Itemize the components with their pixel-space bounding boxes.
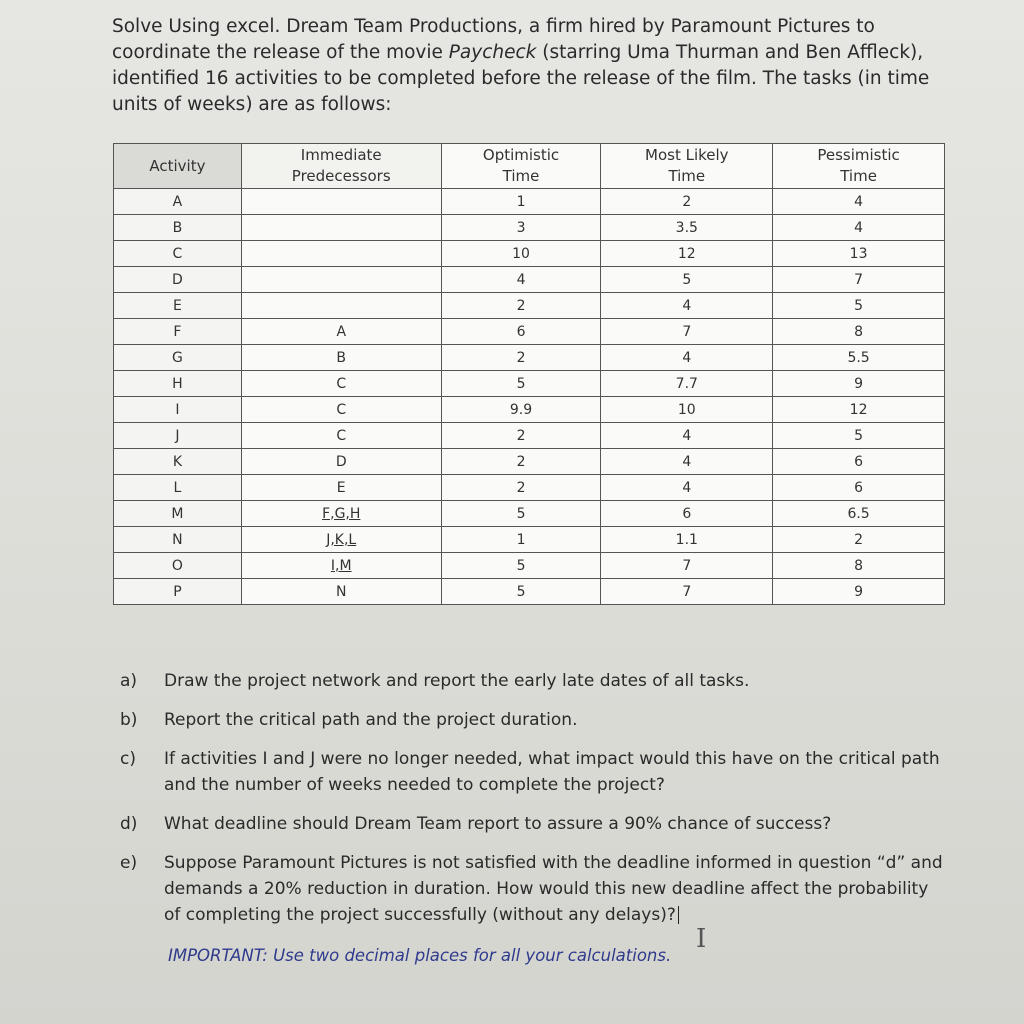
cell-activity: K bbox=[114, 449, 242, 475]
header-predecessors: Immediate Predecessors bbox=[241, 144, 441, 189]
cell-pessimistic: 6 bbox=[773, 475, 945, 501]
table-body bbox=[114, 189, 945, 605]
cell-activity: N bbox=[114, 527, 242, 553]
question-item bbox=[120, 746, 950, 798]
cell-predecessors: C bbox=[241, 423, 441, 449]
cell-activity: D bbox=[114, 267, 242, 293]
cell-optimistic: 2 bbox=[441, 345, 601, 371]
cell-most-likely: 12 bbox=[601, 241, 773, 267]
cell-pessimistic: 9 bbox=[773, 579, 945, 605]
cell-predecessors: D bbox=[241, 449, 441, 475]
cell-activity: I bbox=[114, 397, 242, 423]
cell-most-likely: 10 bbox=[601, 397, 773, 423]
cell-activity: E bbox=[114, 293, 242, 319]
cell-optimistic: 4 bbox=[441, 267, 601, 293]
table-row bbox=[114, 553, 945, 579]
cell-pessimistic: 2 bbox=[773, 527, 945, 553]
question-item bbox=[120, 850, 950, 928]
cell-optimistic: 1 bbox=[441, 189, 601, 215]
cell-predecessors: F,G,H bbox=[241, 501, 441, 527]
cell-pessimistic: 6 bbox=[773, 449, 945, 475]
table-header-row bbox=[114, 144, 945, 189]
cell-pessimistic: 4 bbox=[773, 215, 945, 241]
cell-most-likely: 4 bbox=[601, 345, 773, 371]
cell-predecessors: I,M bbox=[241, 553, 441, 579]
question-item bbox=[120, 668, 950, 694]
cell-activity: C bbox=[114, 241, 242, 267]
table-row bbox=[114, 579, 945, 605]
cell-predecessors bbox=[241, 267, 441, 293]
cell-most-likely: 7.7 bbox=[601, 371, 773, 397]
question-text: What deadline should Dream Team report to assure a 90% chance of success? bbox=[164, 814, 832, 834]
table-row bbox=[114, 475, 945, 501]
cell-predecessors bbox=[241, 215, 441, 241]
cell-pessimistic: 7 bbox=[773, 267, 945, 293]
cell-optimistic: 2 bbox=[441, 293, 601, 319]
activity-table bbox=[113, 143, 945, 605]
cell-pessimistic: 4 bbox=[773, 189, 945, 215]
question-text: Report the critical path and the project duration. bbox=[164, 710, 578, 730]
cell-activity: B bbox=[114, 215, 242, 241]
table-row bbox=[114, 449, 945, 475]
question-label: e) bbox=[120, 853, 138, 873]
cell-activity: L bbox=[114, 475, 242, 501]
cell-predecessors bbox=[241, 293, 441, 319]
cell-most-likely: 2 bbox=[601, 189, 773, 215]
cell-activity: P bbox=[114, 579, 242, 605]
table-row bbox=[114, 319, 945, 345]
question-text: Draw the project network and report the early late dates of all tasks. bbox=[164, 671, 750, 691]
question-label: a) bbox=[120, 671, 138, 691]
problem-statement bbox=[112, 14, 972, 118]
cell-predecessors: E bbox=[241, 475, 441, 501]
header-pessimistic: Pessimistic Time bbox=[773, 144, 945, 189]
cell-predecessors: C bbox=[241, 371, 441, 397]
cell-predecessors: C bbox=[241, 397, 441, 423]
cell-activity: F bbox=[114, 319, 242, 345]
cell-activity: H bbox=[114, 371, 242, 397]
cell-optimistic: 3 bbox=[441, 215, 601, 241]
cell-most-likely: 4 bbox=[601, 475, 773, 501]
cell-predecessors: J,K,L bbox=[241, 527, 441, 553]
cell-most-likely: 6 bbox=[601, 501, 773, 527]
cell-most-likely: 7 bbox=[601, 553, 773, 579]
question-text: If activities I and J were no longer needed, what impact would this have on the critical path and the number of weeks needed to complete the project? bbox=[164, 749, 940, 795]
table-row bbox=[114, 267, 945, 293]
table-row bbox=[114, 293, 945, 319]
cell-activity: M bbox=[114, 501, 242, 527]
cell-most-likely: 1.1 bbox=[601, 527, 773, 553]
table-row bbox=[114, 215, 945, 241]
header-optimistic: Optimistic Time bbox=[441, 144, 601, 189]
cell-optimistic: 5 bbox=[441, 371, 601, 397]
table-row bbox=[114, 371, 945, 397]
cell-pessimistic: 12 bbox=[773, 397, 945, 423]
cell-most-likely: 3.5 bbox=[601, 215, 773, 241]
question-item bbox=[120, 707, 950, 733]
cell-most-likely: 4 bbox=[601, 449, 773, 475]
intro-text-start: Solve Using excel. Dream Team Productions, a firm hired by Paramount Pictures to coordinate the release of the movie bbox=[112, 16, 875, 63]
text-cursor-icon: I bbox=[696, 924, 707, 954]
cell-most-likely: 7 bbox=[601, 319, 773, 345]
cell-pessimistic: 5 bbox=[773, 423, 945, 449]
cell-pessimistic: 6.5 bbox=[773, 501, 945, 527]
cell-predecessors bbox=[241, 241, 441, 267]
question-list bbox=[120, 668, 950, 941]
cell-pessimistic: 13 bbox=[773, 241, 945, 267]
cell-most-likely: 7 bbox=[601, 579, 773, 605]
table-row bbox=[114, 397, 945, 423]
cell-optimistic: 2 bbox=[441, 423, 601, 449]
cell-pessimistic: 9 bbox=[773, 371, 945, 397]
question-label: b) bbox=[120, 710, 138, 730]
cell-optimistic: 5 bbox=[441, 501, 601, 527]
cell-predecessors: B bbox=[241, 345, 441, 371]
cell-activity: O bbox=[114, 553, 242, 579]
cell-most-likely: 5 bbox=[601, 267, 773, 293]
important-note: IMPORTANT: Use two decimal places for all your calculations. bbox=[168, 946, 672, 965]
cell-activity: A bbox=[114, 189, 242, 215]
cell-optimistic: 2 bbox=[441, 475, 601, 501]
table-row bbox=[114, 527, 945, 553]
movie-title: Paycheck bbox=[448, 42, 537, 63]
cell-optimistic: 6 bbox=[441, 319, 601, 345]
cell-optimistic: 10 bbox=[441, 241, 601, 267]
question-item bbox=[120, 811, 950, 837]
intro-text-end: (starring Uma Thurman and Ben Affleck), identified 16 activities to be completed before the release of the film. The tasks (in time units of weeks) are as follows: bbox=[112, 42, 930, 115]
header-activity: Activity bbox=[114, 144, 242, 189]
cell-optimistic: 5 bbox=[441, 553, 601, 579]
cell-predecessors bbox=[241, 189, 441, 215]
cell-activity: J bbox=[114, 423, 242, 449]
header-most-likely: Most Likely Time bbox=[601, 144, 773, 189]
cell-most-likely: 4 bbox=[601, 293, 773, 319]
cell-predecessors: A bbox=[241, 319, 441, 345]
cell-pessimistic: 8 bbox=[773, 319, 945, 345]
cell-optimistic: 9.9 bbox=[441, 397, 601, 423]
cell-optimistic: 1 bbox=[441, 527, 601, 553]
cell-optimistic: 5 bbox=[441, 579, 601, 605]
table-row bbox=[114, 501, 945, 527]
question-label: d) bbox=[120, 814, 138, 834]
table-row bbox=[114, 345, 945, 371]
cell-activity: G bbox=[114, 345, 242, 371]
cell-predecessors: N bbox=[241, 579, 441, 605]
cell-pessimistic: 8 bbox=[773, 553, 945, 579]
text-caret bbox=[678, 906, 679, 924]
table-row bbox=[114, 241, 945, 267]
cell-optimistic: 2 bbox=[441, 449, 601, 475]
question-text: Suppose Paramount Pictures is not satisfied with the deadline informed in question “d” and demands a 20% reduction in duration. How would this new deadline affect the probability of completing the project successfully (without any delays)? bbox=[164, 853, 943, 925]
cell-pessimistic: 5 bbox=[773, 293, 945, 319]
question-label: c) bbox=[120, 749, 136, 769]
table-row bbox=[114, 189, 945, 215]
cell-most-likely: 4 bbox=[601, 423, 773, 449]
table-row bbox=[114, 423, 945, 449]
cell-pessimistic: 5.5 bbox=[773, 345, 945, 371]
